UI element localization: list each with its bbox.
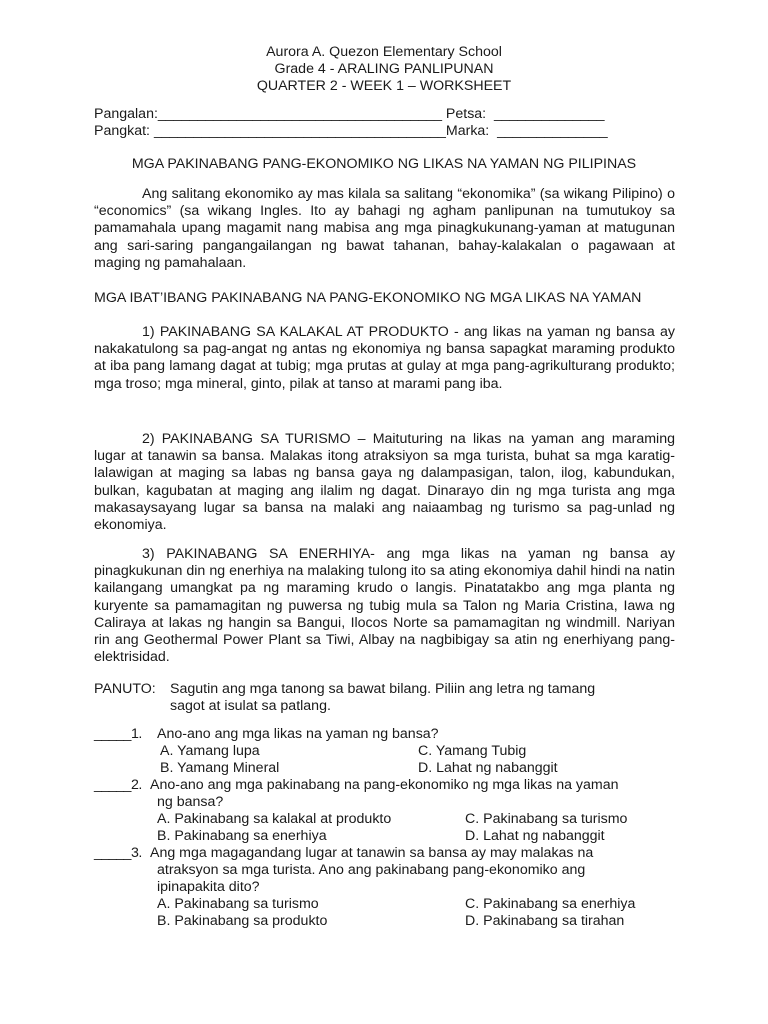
worksheet-title: MGA PAKINABANG PANG-EKONOMIKO NG LIKAS NA YAMAN NG PILIPINAS <box>131 156 637 172</box>
section-heading: MGA IBAT’IBANG PAKINABANG NA PANG-EKONOMIKO NG MGA LIKAS NA YAMAN <box>94 290 642 306</box>
intro-paragraph <box>94 186 675 272</box>
answer-blank[interactable]: _____1. <box>94 726 142 742</box>
instructions-line: sagot at isulat sa patlang. <box>170 698 331 714</box>
benefit-text: 2) PAKINABANG SA TURISMO – Maituturing na likas na yaman ang maraming lugar at tanawin sa bansa. Malakas itong atraksiyon sa mga turista, buhat sa mga karatig-lalawigan at maging sa labas ng bansa gaya ng dalampasigan, talon, ilog, kabundukan, bulkan, kagubatan at maging ang ilalim ng dagat. Dinarayo din ng mga turista ang mga makasaysayang lugar sa bansa na malaki ang naiaambag ng turismo sa pag-unlad ng ekonomiya. <box>94 431 675 534</box>
pangkat-marka-fields: Pangkat: _____________________________________Marka: ______________ <box>94 123 608 139</box>
intro-text: Ang salitang ekonomiko ay mas kilala sa salitang “ekonomika” (sa wikang Pilipino) o “economics” (sa wikang Ingles. Ito ay bahagi ng agham panlipunan na tumutukoy sa pamamahala upang magamit nang mabisa ang mga pinagkukunang-yaman at matugunan ang sari-saring pangangailangan ng bawat tahanan, bahay-kalakalan o pagawaan at maging ng pamahalaan. <box>94 186 675 271</box>
benefit-text: 3) PAKINABANG SA ENERHIYA- ang mga likas na yaman ng bansa ay pinagkukunan din ng enerhiya na malaking tulong ito sa ating ekonomiya dahil hindi na natin kailangang umangkat pa ng maraming krudo o langis. Pinatatakbo ang mga planta ng kuryente sa pamamagitan ng puwersa ng tubig mula sa Talon ng Maria Cristina, Iawa ng Caliraya at lakas ng hangin sa Bangui, Ilocos Norte sa pamamagitan ng windmill. Nariyan rin ang Geothermal Power Plant sa Tiwi, Albay na nagbibigay sa atin ng enerhiyang pang-elektrisidad. <box>94 546 675 666</box>
question-text: Ano-ano ang mga likas na yaman ng bansa? <box>157 726 439 742</box>
choice-a: A. Pakinabang sa turismo <box>157 896 319 912</box>
choice-a: A. Pakinabang sa kalakal at produkto <box>157 811 392 827</box>
grade-subject: Grade 4 - ARALING PANLIPUNAN <box>274 61 494 77</box>
question-text: Ang mga magagandang lugar at tanawin sa bansa ay may malakas na <box>150 845 594 861</box>
question-text: ng bansa? <box>157 794 224 810</box>
pangalan-petsa-fields: Pangalan:____________________________________ Petsa: ______________ <box>94 106 605 122</box>
choice-d: D. Lahat ng nabanggit <box>465 828 605 844</box>
choice-a: A. Yamang lupa <box>160 743 260 759</box>
instructions-label: PANUTO: <box>94 681 156 697</box>
choice-d: D. Lahat ng nabanggit <box>418 760 558 776</box>
choice-b: B. Pakinabang sa produkto <box>157 913 328 929</box>
choice-d: D. Pakinabang sa tirahan <box>465 913 625 929</box>
benefit-text: 1) PAKINABANG SA KALAKAL AT PRODUKTO - ang likas na yaman ng bansa ay nakakatulong sa pag-angat ng antas ng ekonomiya ng bansa sapagkat maraming produkto at iba pang lamang dagat at tubig; mga prutas at gulay at mga pang-agrikulturang produkto; mga troso; mga mineral, ginto, pilak at tanso at marami pang iba. <box>94 324 675 392</box>
answer-blank[interactable]: _____2. <box>94 777 142 793</box>
choice-c: C. Yamang Tubig <box>418 743 527 759</box>
choice-c: C. Pakinabang sa turismo <box>465 811 628 827</box>
benefit-paragraph-kalakal <box>94 324 675 393</box>
choice-b: B. Yamang Mineral <box>160 760 280 776</box>
choice-b: B. Pakinabang sa enerhiya <box>157 828 327 844</box>
benefit-paragraph-enerhiya <box>94 546 675 666</box>
question-text: ipinapakita dito? <box>157 879 260 895</box>
instructions-line: Sagutin ang mga tanong sa bawat bilang. Piliin ang letra ng tamang <box>170 681 596 697</box>
question-text: atraksyon sa mga turista. Ano ang pakinabang pang-ekonomiko ang <box>157 862 586 878</box>
benefit-paragraph-turismo <box>94 431 675 534</box>
answer-blank[interactable]: _____3. <box>94 845 142 861</box>
choice-c: C. Pakinabang sa enerhiya <box>465 896 636 912</box>
quarter-week: QUARTER 2 - WEEK 1 – WORKSHEET <box>256 78 512 94</box>
school-name: Aurora A. Quezon Elementary School <box>266 44 502 60</box>
question-text: Ano-ano ang mga pakinabang na pang-ekonomiko ng mga likas na yaman <box>150 777 619 793</box>
